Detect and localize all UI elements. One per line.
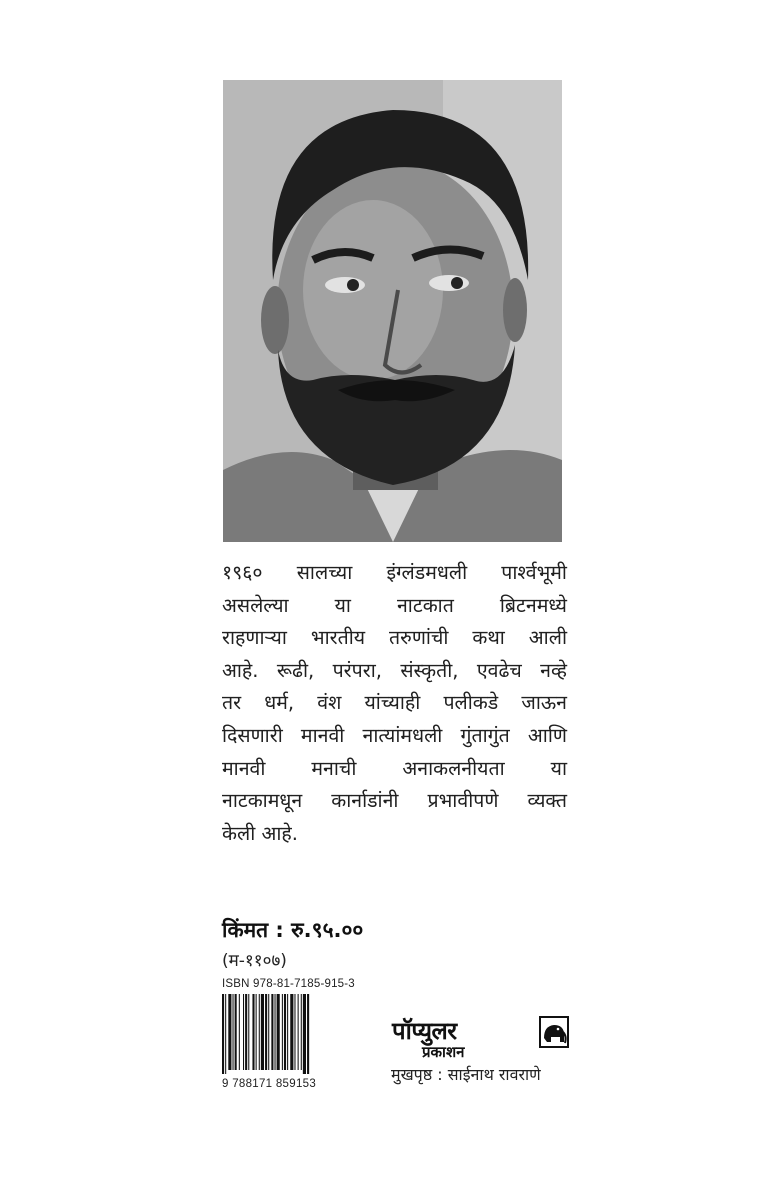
barcode-bar — [307, 994, 309, 1074]
description-line: आहे. रूढी, परंपरा, संस्कृती, एवढेच नव्हे — [222, 658, 567, 682]
description-line: राहणाऱ्या भारतीय तरुणांची कथा आली — [222, 626, 567, 650]
price-label: किंमत : रु.९५.०० — [222, 918, 364, 942]
barcode-bar — [225, 994, 226, 1074]
isbn-text: ISBN 978-81-7185-915-3 — [222, 978, 355, 990]
book-description — [222, 557, 567, 850]
publisher-name: पॉप्युलर — [392, 1017, 457, 1045]
barcode-digits: 9 788171 859153 — [222, 1078, 317, 1090]
barcode-bar — [268, 994, 269, 1070]
barcode-bar — [287, 994, 288, 1070]
author-photo — [223, 80, 562, 542]
barcode-bar — [245, 994, 247, 1070]
barcode-bar — [265, 994, 267, 1070]
elephant-logo-icon — [539, 1016, 569, 1048]
barcode-bar — [259, 994, 260, 1070]
barcode-bar — [290, 994, 293, 1070]
barcode-bar — [282, 994, 283, 1070]
description-line: केली आहे. — [222, 821, 298, 845]
barcode-bar — [239, 994, 240, 1070]
barcode-bar — [303, 994, 306, 1074]
author-portrait-image — [223, 80, 562, 542]
barcode-bar — [298, 994, 299, 1070]
description-line: मानवी मनाची अनाकलनीयता या — [222, 756, 567, 780]
barcode-bar — [243, 994, 244, 1070]
barcode-bar — [233, 994, 234, 1070]
description-line: दिसणारी मानवी नात्यांमधली गुंतागुंत आणि — [222, 723, 567, 747]
barcode-bar — [248, 994, 249, 1070]
barcode-bar — [284, 994, 286, 1070]
barcode-bar — [261, 994, 264, 1070]
barcode-bar — [252, 994, 254, 1070]
barcode-bar — [271, 994, 273, 1070]
barcode-bar — [256, 994, 257, 1070]
barcode-bar — [222, 994, 224, 1074]
barcode-bar — [277, 994, 280, 1070]
barcode-bar — [301, 994, 302, 1070]
barcode-bar — [294, 994, 295, 1070]
catalog-code: (म-११०७) — [222, 951, 287, 971]
description-line: असलेल्या या नाटकात ब्रिटनमध्ये — [222, 593, 567, 617]
description-line: तर धर्म, वंश यांच्याही पलीकडे जाऊन — [222, 691, 567, 715]
cover-credit: मुखपृष्ठ : साईनाथ रावराणे — [391, 1065, 541, 1084]
barcode-bar — [235, 994, 237, 1070]
barcode-bar — [275, 994, 276, 1070]
description-line: नाटकामधून कार्नाडांनी प्रभावीपणे व्यक्त — [222, 789, 567, 813]
barcode-bar — [228, 994, 231, 1070]
publisher-logo — [392, 1014, 572, 1064]
barcode-icon — [222, 994, 337, 1074]
description-line: १९६० सालच्या इंग्लंडमधली पार्श्वभूमी — [222, 561, 567, 584]
publisher-subtitle: प्रकाशन — [422, 1043, 465, 1061]
barcode — [222, 994, 337, 1074]
